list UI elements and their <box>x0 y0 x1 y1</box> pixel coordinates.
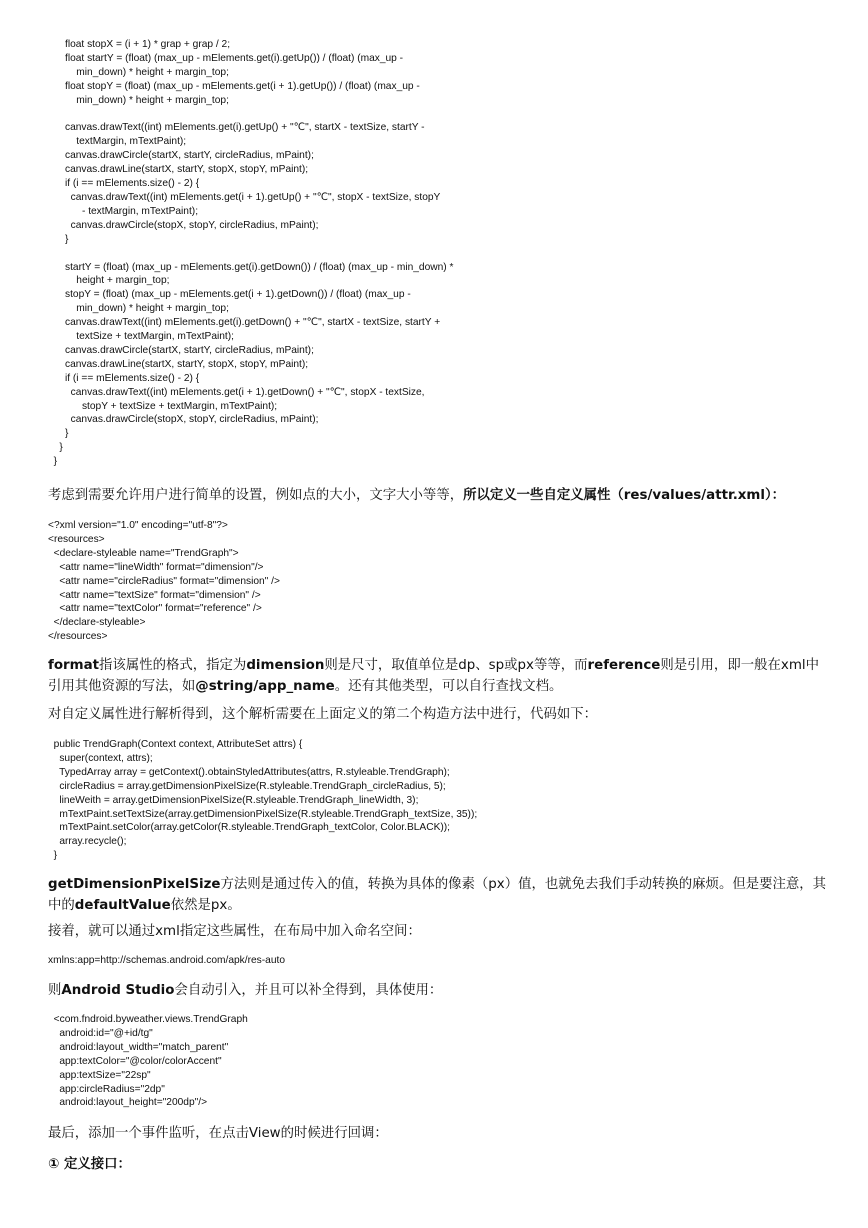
bold-term-app-name: @string/app_name <box>195 679 335 694</box>
code-line: textSize + textMargin, mTextPaint); <box>48 331 234 343</box>
para-text: 则是尺寸，取值单位是dp、sp或px等等，而 <box>324 658 588 673</box>
bold-term-dimension: dimension <box>246 658 325 673</box>
code-line: if (i == mElements.size() - 2) { <box>48 178 200 190</box>
code-line: <?xml version="1.0" encoding="utf-8"?> <box>48 520 228 531</box>
code-block-namespace <box>48 954 285 968</box>
code-line: canvas.drawCircle(stopX, stopY, circleRadius, mPaint); <box>48 219 319 231</box>
code-block-attr-xml <box>48 519 280 644</box>
code-line: float stopX = (i + 1) * grap + grap / 2; <box>48 39 231 50</box>
para-text: 。还有其他类型，可以自行查找文档。 <box>334 679 563 694</box>
code-line: canvas.drawCircle(startX, startY, circleRadius, mPaint); <box>48 150 314 162</box>
para-text: 则是引用，即一般在xml中引用其他资源的写法，如 <box>48 658 819 694</box>
paragraph-event: 最后，添加一个事件监听，在点击View的时候进行回调： <box>48 1126 388 1141</box>
code-line: } <box>48 442 63 454</box>
bold-term-format: format <box>48 658 100 673</box>
para-text: 方法则是通过传入的值，转换为具体的像素（px）值，也就免去我们手动转换的麻烦。但是要注意，其中的 <box>48 877 827 913</box>
code-line: } <box>48 428 69 440</box>
bold-term-getdimensionpixelsize: getDimensionPixelSize <box>48 877 221 892</box>
code-line: canvas.drawLine(startX, startY, stopX, stopY, mPaint); <box>48 358 309 370</box>
code-line: </resources> <box>48 631 108 643</box>
code-line: canvas.drawText((int) mElements.get(i + 1).getUp() + "℃", stopX - textSize, stopY <box>48 191 441 203</box>
code-line: circleRadius = array.getDimensionPixelSize(R.styleable.TrendGraph_circleRadius, 5); <box>48 780 446 792</box>
code-line: mTextPaint.setTextSize(array.getDimensionPixelSize(R.styleable.TrendGraph_textSize, 35)); <box>48 808 478 820</box>
code-block-layout-xml <box>48 1013 248 1110</box>
code-line: app:textColor="@color/colorAccent" <box>48 1055 222 1067</box>
code-line: stopY = (float) (max_up - mElements.get(i + 1).getDown()) / (float) (max_up - <box>48 289 411 301</box>
code-block-draw <box>48 38 453 469</box>
code-line: textMargin, mTextPaint); <box>48 136 187 148</box>
paragraph-namespace: 接着，就可以通过xml指定这些属性，在布局中加入命名空间： <box>48 924 421 939</box>
code-line: </declare-styleable> <box>48 617 146 629</box>
code-block-constructor <box>48 738 477 863</box>
paragraph-format <box>48 655 828 697</box>
code-line: startY = (float) (max_up - mElements.get(i).getDown()) / (float) (max_up - min_down) * <box>48 261 454 273</box>
code-line: app:circleRadius="2dp" <box>48 1083 165 1095</box>
para-bold-text: 所以定义一些自定义属性（res/values/attr.xml）： <box>463 488 786 503</box>
para-text: 则 <box>48 983 62 998</box>
code-line <box>48 108 453 122</box>
code-line: <attr name="circleRadius" format="dimension" /> <box>48 575 280 587</box>
code-line: <attr name="lineWidth" format="dimension"/> <box>48 561 264 573</box>
code-line: } <box>48 850 58 862</box>
code-line: super(context, attrs); <box>48 752 153 764</box>
bold-term-defaultvalue: defaultValue <box>74 898 171 913</box>
code-line: android:id="@+id/tg" <box>48 1027 153 1039</box>
code-line: lineWeith = array.getDimensionPixelSize(R.styleable.TrendGraph_lineWidth, 3); <box>48 794 419 806</box>
code-line: android:layout_height="200dp"/> <box>48 1097 208 1109</box>
paragraph-parse: 对自定义属性进行解析得到，这个解析需要在上面定义的第二个构造方法中进行，代码如下： <box>48 707 598 722</box>
paragraph-android-studio <box>48 980 828 1001</box>
code-line: canvas.drawText((int) mElements.get(i + 1).getDown() + "℃", stopX - textSize, <box>48 386 425 398</box>
paragraph-custom-attrs <box>48 485 828 506</box>
heading-define-interface: ① 定义接口： <box>48 1157 131 1172</box>
code-line: app:textSize="22sp" <box>48 1069 151 1081</box>
para-text: 依然是px。 <box>170 898 241 913</box>
code-line: if (i == mElements.size() - 2) { <box>48 372 200 384</box>
code-line: min_down) * height + margin_top; <box>48 303 229 315</box>
code-line: <declare-styleable name="TrendGraph"> <box>48 547 239 559</box>
code-line: min_down) * height + margin_top; <box>48 66 229 78</box>
code-line: float stopY = (float) (max_up - mElements.get(i + 1).getUp()) / (float) (max_up - <box>48 80 420 92</box>
code-line: canvas.drawText((int) mElements.get(i).getDown() + "℃", startX - textSize, startY + <box>48 317 441 329</box>
code-line: - textMargin, mTextPaint); <box>48 205 199 217</box>
code-line: <resources> <box>48 533 105 545</box>
code-line: canvas.drawCircle(startX, startY, circleRadius, mPaint); <box>48 344 314 356</box>
code-line: canvas.drawLine(startX, startY, stopX, stopY, mPaint); <box>48 164 309 176</box>
code-line: } <box>48 233 69 245</box>
code-line: } <box>48 456 58 468</box>
para-text: 会自动引入，并且可以补全得到，具体使用： <box>174 983 443 998</box>
bold-term-android-studio: Android Studio <box>61 983 175 998</box>
code-line: stopY + textSize + textMargin, mTextPaint); <box>48 400 278 412</box>
code-line: <attr name="textSize" format="dimension" /> <box>48 589 261 601</box>
code-line: min_down) * height + margin_top; <box>48 94 229 106</box>
code-line: TypedArray array = getContext().obtainStyledAttributes(attrs, R.styleable.TrendGraph); <box>48 766 450 778</box>
code-line: mTextPaint.setColor(array.getColor(R.styleable.TrendGraph_textColor, Color.BLACK)); <box>48 822 450 834</box>
code-line: android:layout_width="match_parent" <box>48 1041 229 1053</box>
code-line <box>48 247 453 261</box>
code-line: <attr name="textColor" format="reference" /> <box>48 603 262 615</box>
code-line: canvas.drawCircle(stopX, stopY, circleRadius, mPaint); <box>48 414 319 426</box>
bold-term-reference: reference <box>587 658 661 673</box>
code-line: public TrendGraph(Context context, AttributeSet attrs) { <box>48 739 303 750</box>
code-line: float startY = (float) (max_up - mElements.get(i).getUp()) / (float) (max_up - <box>48 52 404 64</box>
code-line: array.recycle(); <box>48 836 127 848</box>
para-text: 考虑到需要允许用户进行简单的设置，例如点的大小，文字大小等等， <box>48 488 464 503</box>
para-text: 指该属性的格式，指定为 <box>99 658 247 673</box>
paragraph-pixel-size <box>48 874 828 916</box>
code-line: xmlns:app=http://schemas.android.com/apk/res-auto <box>48 955 285 966</box>
code-line: <com.fndroid.byweather.views.TrendGraph <box>48 1014 248 1025</box>
code-line: canvas.drawText((int) mElements.get(i).getUp() + "℃", startX - textSize, startY - <box>48 122 425 134</box>
code-line: height + margin_top; <box>48 275 170 287</box>
